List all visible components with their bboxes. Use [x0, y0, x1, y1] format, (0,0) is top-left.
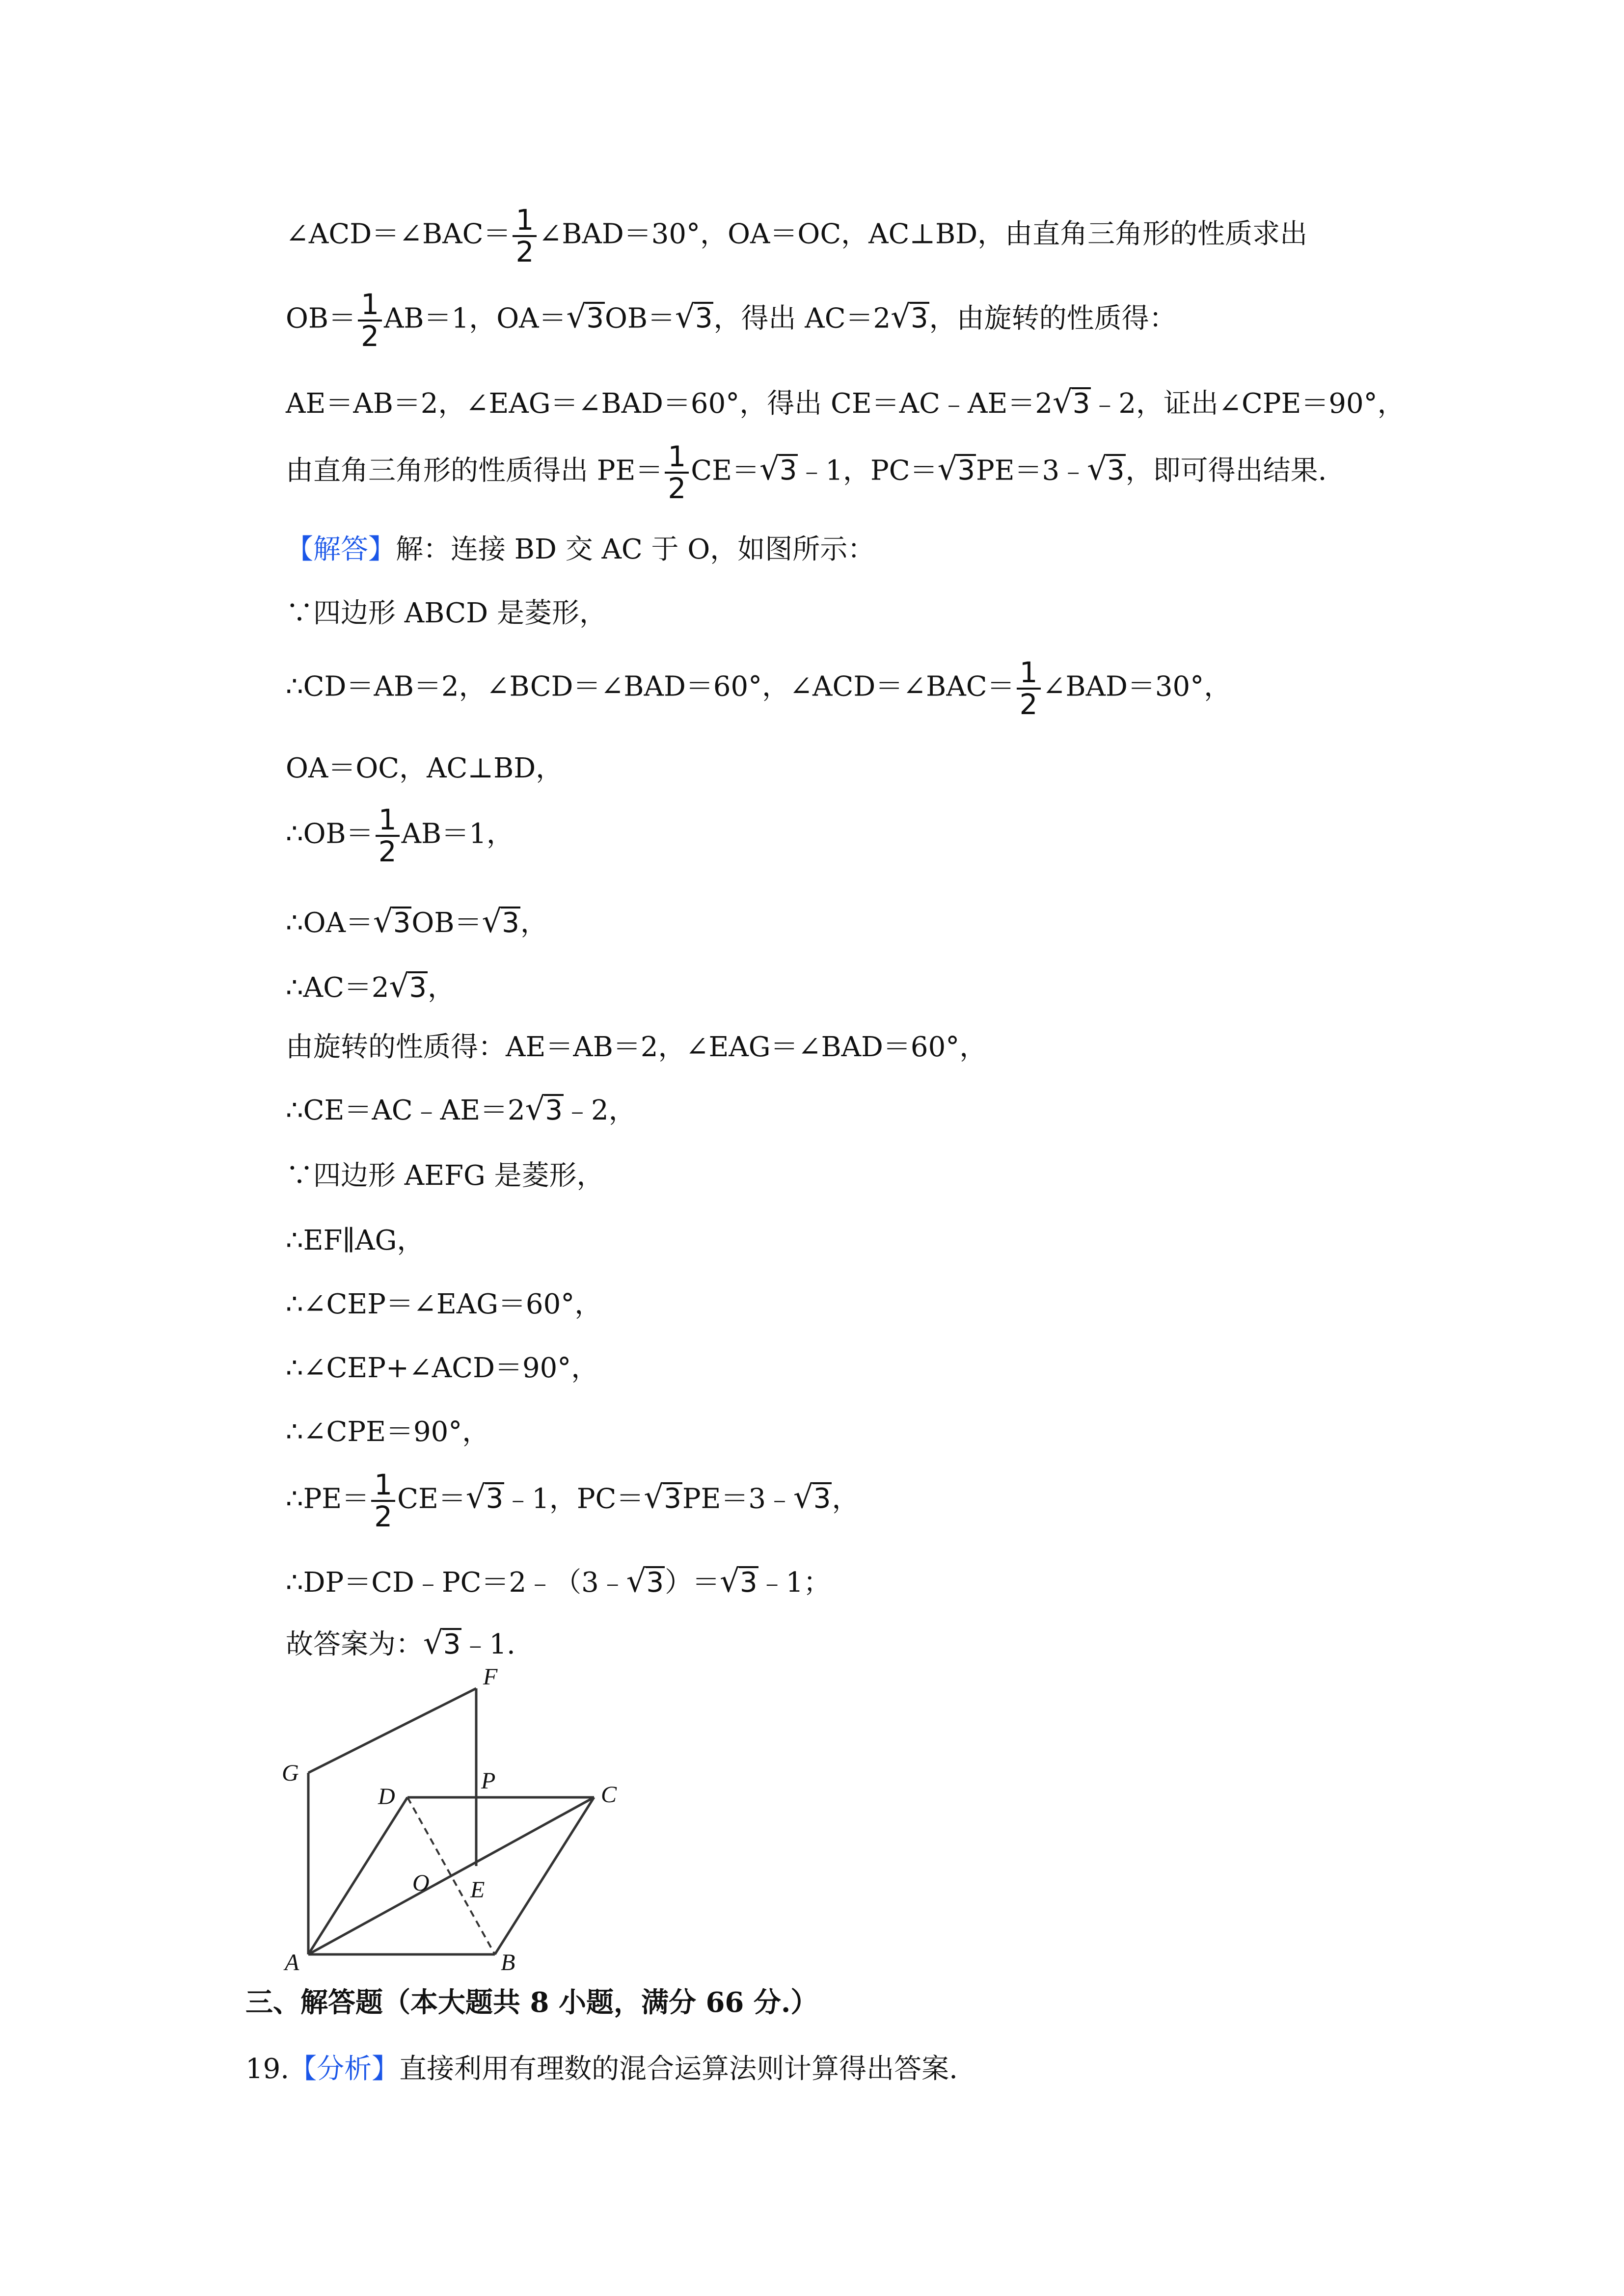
label-c: C: [601, 1782, 617, 1808]
label-f: F: [483, 1664, 498, 1690]
sqrt: √3: [759, 451, 797, 488]
segment-cb: [495, 1797, 594, 1954]
fraction-half: $\frac{1}{2}$: [665, 442, 689, 504]
solution-line: ∵四边形 AEFG 是菱形，: [286, 1160, 604, 1192]
sqrt: √3: [644, 1479, 681, 1516]
solution-line: ∴OA＝√3OB＝√3，: [286, 904, 548, 940]
solution-line: ∴∠CEP＝∠EAG＝60°，: [286, 1288, 602, 1320]
sqrt: √3: [525, 1091, 563, 1127]
sqrt: √3: [566, 299, 604, 336]
segment-ad: [308, 1797, 407, 1954]
fraction-half: $\frac{1}{2}$: [358, 290, 382, 351]
final-answer-line: 故答案为：√3﹣1.: [286, 1625, 515, 1661]
solution-line: ∵四边形 ABCD 是菱形，: [286, 597, 607, 629]
label-e: E: [470, 1877, 485, 1903]
solution-line: 由旋转的性质得：AE＝AB＝2，∠EAG＝∠BAD＝60°，: [286, 1031, 987, 1063]
solution-line: ∴AC＝2√3，: [286, 968, 455, 1005]
label-d: D: [378, 1784, 395, 1810]
fraction-half: $\frac{1}{2}$: [376, 805, 400, 867]
sqrt: √3: [675, 299, 713, 336]
segment-ac: [308, 1797, 594, 1954]
solution-line: OA＝OC，AC⊥BD，: [286, 752, 564, 784]
segment-gf: [308, 1688, 476, 1773]
label-b: B: [501, 1949, 515, 1976]
sqrt: √3: [793, 1479, 831, 1516]
solution-line: ∴OB＝ $\frac{1}{2}$ AB＝1，: [286, 803, 514, 868]
label-g: G: [282, 1760, 299, 1786]
solution-line: ∴CD＝AB＝2，∠BCD＝∠BAD＝60°，∠ACD＝∠BAC＝ $\frac{1}{2}$ ∠BAD＝30°，: [286, 656, 1232, 721]
solution-line: ∴∠CEP+∠ACD＝90°，: [286, 1352, 599, 1384]
sqrt: √3: [937, 451, 975, 488]
analysis-line-2: OB＝ $\frac{1}{2}$ AB＝1，OA＝√3OB＝√3，得出 AC＝2√3，由旋转的性质得：: [286, 288, 1177, 353]
answer-heading: 【解答】解：连接 BD 交 AC 于 O，如图所示：: [286, 534, 875, 565]
label-o: O: [412, 1870, 430, 1896]
analysis-line-4: 由直角三角形的性质得出 PE＝ $\frac{1}{2}$ CE＝√3﹣1，PC＝√3PE＝3﹣√3，即可得出结果.: [286, 440, 1327, 505]
label-p: P: [481, 1768, 496, 1794]
section-title: 三、解答题（本大题共 8 小题，满分 66 分.）: [245, 1986, 818, 2019]
sqrt: √3: [482, 904, 519, 940]
solution-line: ∴EF∥AG，: [286, 1225, 425, 1256]
sqrt: √3: [720, 1563, 758, 1600]
fraction-half: $\frac{1}{2}$: [1017, 658, 1041, 720]
fraction-half: $\frac{1}{2}$: [371, 1470, 395, 1532]
sqrt: √3: [389, 968, 427, 1005]
analysis-line-3: AE＝AB＝2，∠EAG＝∠BAD＝60°，得出 CE＝AC﹣AE＝2√3﹣2，证出∠CPE＝90°，: [286, 384, 1405, 421]
sqrt: √3: [423, 1625, 461, 1661]
sqrt: √3: [373, 904, 411, 940]
answer-tag: 【解答】: [286, 534, 396, 565]
fraction-half: $\frac{1}{2}$: [513, 205, 537, 267]
analysis-tag: 【分析】: [289, 2053, 400, 2085]
solution-line: ∴DP＝CD﹣PC＝2﹣（3﹣√3）＝√3﹣1；: [286, 1563, 831, 1600]
solution-line: ∴∠CPE＝90°，: [286, 1416, 490, 1448]
sqrt: √3: [891, 299, 928, 336]
label-a: A: [285, 1949, 299, 1976]
sqrt: √3: [465, 1479, 504, 1516]
analysis-line-1: ∠ACD＝∠BAC＝ $\frac{1}{2}$ ∠BAD＝30°，OA＝OC，AC⊥BD，由直角三角形的性质求出: [286, 203, 1308, 268]
rhombus-figure: [275, 1664, 638, 1988]
sqrt: √3: [1087, 451, 1125, 488]
sqrt: √3: [626, 1563, 664, 1600]
solution-line: ∴CE＝AC﹣AE＝2√3﹣2，: [286, 1091, 636, 1127]
sqrt: √3: [1052, 384, 1090, 421]
solution-line: ∴PE＝ $\frac{1}{2}$ CE＝√3﹣1，PC＝√3PE＝3﹣√3，: [286, 1468, 860, 1533]
question-19-analysis: 19.【分析】直接利用有理数的混合运算法则计算得出答案.: [245, 2053, 958, 2085]
